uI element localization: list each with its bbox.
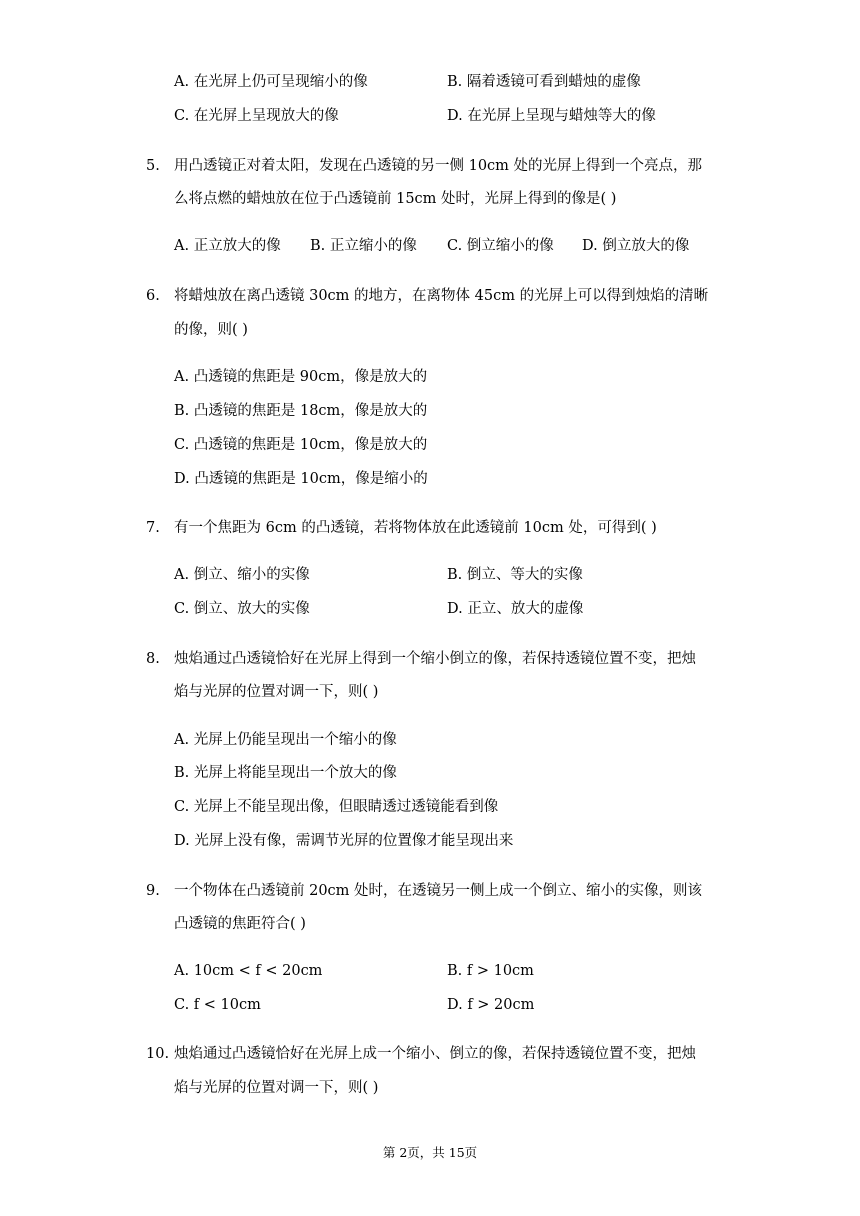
q8-option-d: D. 光屏上没有像，需调节光屏的位置像才能呈现出来 [174,833,514,849]
q7-number: 7. [146,520,160,536]
q8-option-b: B. 光屏上将能呈现出一个放大的像 [174,765,397,781]
q10-stem-line2: 焰与光屏的位置对调一下，则( ) [174,1080,379,1096]
q5-stem-line2: 么将点燃的蜡烛放在位于凸透镜前 15cm 处时，光屏上得到的像是( ) [174,191,617,207]
q10-number: 10. [146,1046,170,1062]
q7-option-c: C. 倒立、放大的实像 [174,601,310,617]
q5-number: 5. [146,158,160,174]
q5-option-d: D. 倒立放大的像 [582,238,690,254]
q8-number: 8. [146,651,160,667]
q6-option-a: A. 凸透镜的焦距是 90cm，像是放大的 [174,369,428,385]
q5-option-b: B. 正立缩小的像 [310,238,417,254]
q5-option-a: A. 正立放大的像 [174,238,281,254]
q8-stem-line2: 焰与光屏的位置对调一下，则( ) [174,684,379,700]
q7-option-d: D. 正立、放大的虚像 [447,601,584,617]
q9-stem-line2: 凸透镜的焦距符合( ) [174,916,306,932]
q7-stem-line1: 有一个焦距为 6cm 的凸透镜，若将物体放在此透镜前 10cm 处，可得到( ) [174,520,657,536]
q4-option-d: D. 在光屏上呈现与蜡烛等大的像 [447,108,656,124]
q9-option-c: C. f < 10cm [174,997,261,1013]
q8-option-c: C. 光屏上不能呈现出像，但眼睛透过透镜能看到像 [174,799,499,815]
q4-option-c: C. 在光屏上呈现放大的像 [174,108,339,124]
q8-option-a: A. 光屏上仍能呈现出一个缩小的像 [174,732,397,748]
q6-number: 6. [146,288,160,304]
q8-stem-line1: 烛焰通过凸透镜恰好在光屏上得到一个缩小倒立的像，若保持透镜位置不变，把烛 [174,651,696,667]
q7-option-b: B. 倒立、等大的实像 [447,567,583,583]
q5-option-c: C. 倒立缩小的像 [447,238,554,254]
q6-option-d: D. 凸透镜的焦距是 10cm，像是缩小的 [174,471,428,487]
q5-stem-line1: 用凸透镜正对着太阳，发现在凸透镜的另一侧 10cm 处的光屏上得到一个亮点，那 [174,158,703,174]
q9-option-d: D. f > 20cm [447,997,535,1013]
q9-option-a: A. 10cm < f < 20cm [174,963,323,979]
q6-stem-line2: 的像，则( ) [174,322,248,338]
page-footer: 第 2页，共 15页 [382,1145,478,1160]
q6-stem-line1: 将蜡烛放在离凸透镜 30cm 的地方，在离物体 45cm 的光屏上可以得到烛焰的清晰 [174,288,709,304]
q9-stem-line1: 一个物体在凸透镜前 20cm 处时，在透镜另一侧上成一个倒立、缩小的实像，则该 [174,883,703,899]
q10-stem-line1: 烛焰通过凸透镜恰好在光屏上成一个缩小、倒立的像，若保持透镜位置不变，把烛 [174,1046,696,1062]
q4-option-a: A. 在光屏上仍可呈现缩小的像 [174,74,368,90]
q7-option-a: A. 倒立、缩小的实像 [174,567,310,583]
q6-option-b: B. 凸透镜的焦距是 18cm，像是放大的 [174,403,428,419]
q9-number: 9. [146,883,160,899]
q9-option-b: B. f > 10cm [447,963,534,979]
q4-option-b: B. 隔着透镜可看到蜡烛的虚像 [447,74,641,90]
q6-option-c: C. 凸透镜的焦距是 10cm，像是放大的 [174,437,428,453]
